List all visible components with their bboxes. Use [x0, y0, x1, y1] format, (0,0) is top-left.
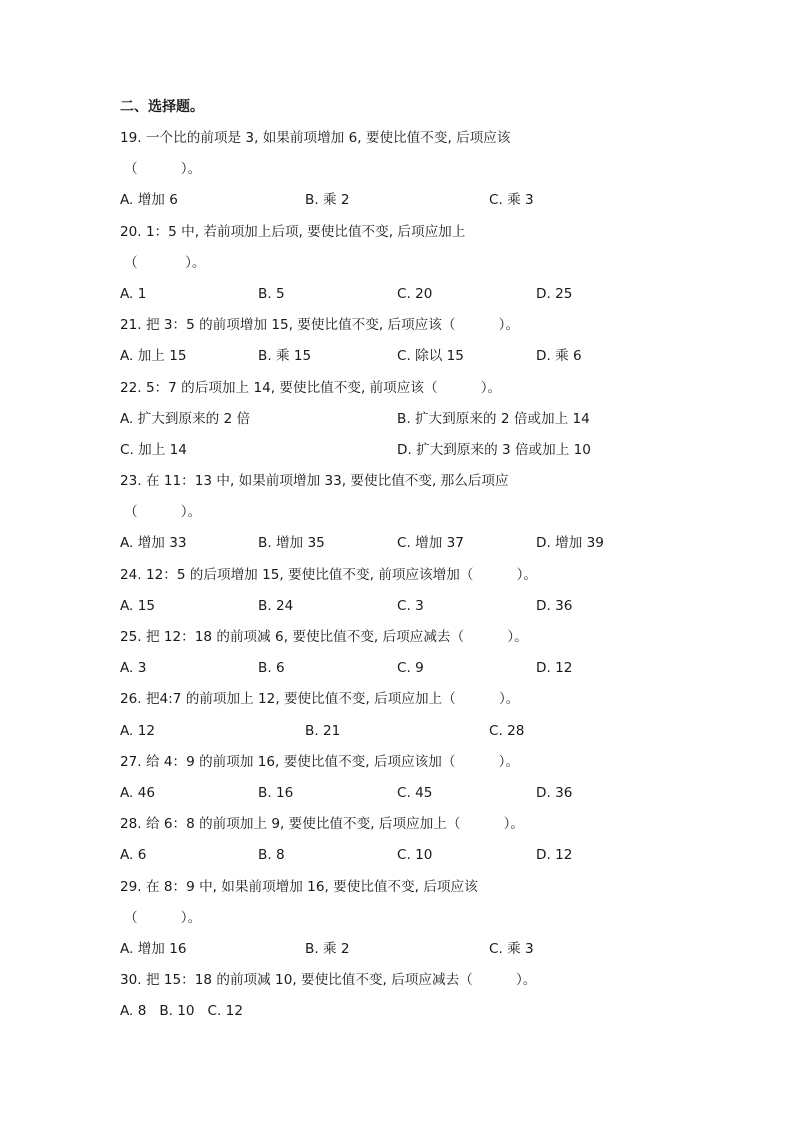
worksheet-page — [120, 92, 680, 1027]
option-d[interactable]: D. 扩大到原来的 3 倍或加上 10 — [397, 441, 591, 458]
option-d[interactable]: D. 乘 6 — [536, 348, 582, 365]
options-row — [120, 185, 680, 216]
question-text: 25. 把 12：18 的前项减 6, 要使比值不变, 后项应减去（ ）。 — [120, 629, 528, 645]
option-b[interactable]: B. 乘 2 — [305, 940, 350, 957]
option-c[interactable]: C. 除以 15 — [397, 348, 464, 365]
option-b[interactable]: B. 乘 2 — [305, 192, 350, 209]
option-b[interactable]: B. 8 — [258, 847, 285, 864]
question-22 — [120, 373, 680, 467]
option-b[interactable]: B. 21 — [305, 722, 341, 739]
question-text: 29. 在 8：9 中, 如果前项增加 16, 要使比值不变, 后项应该 — [120, 878, 478, 895]
option-b[interactable]: B. 扩大到原来的 2 倍或加上 14 — [397, 410, 590, 427]
options-row — [120, 404, 680, 435]
option-c[interactable]: C. 28 — [489, 722, 525, 739]
question-27 — [120, 747, 680, 809]
question-text: 23. 在 11：13 中, 如果前项增加 33, 要使比值不变, 那么后项应 — [120, 473, 509, 490]
option-a[interactable]: A. 增加 16 — [120, 940, 187, 957]
question-28 — [120, 809, 680, 871]
options-row — [120, 341, 680, 372]
question-26 — [120, 684, 680, 746]
option-d[interactable]: D. 25 — [536, 285, 573, 302]
options-row — [120, 528, 680, 559]
options-inline[interactable]: A. 8 B. 10 C. 12 — [120, 1003, 243, 1020]
options-row — [120, 279, 680, 310]
question-text: 20. 1：5 中, 若前项加上后项, 要使比值不变, 后项应加上 — [120, 223, 466, 240]
question-text: 30. 把 15：18 的前项减 10, 要使比值不变, 后项应减去（ ）。 — [120, 972, 537, 989]
options-row — [120, 934, 680, 965]
option-c[interactable]: C. 乘 3 — [489, 940, 534, 957]
option-b[interactable]: B. 5 — [258, 285, 285, 302]
options-row — [120, 591, 680, 622]
question-text: 19. 一个比的前项是 3, 如果前项增加 6, 要使比值不变, 后项应该 — [120, 130, 511, 146]
option-d[interactable]: D. 36 — [536, 597, 573, 614]
question-24 — [120, 560, 680, 622]
option-c[interactable]: C. 乘 3 — [489, 192, 534, 209]
option-a[interactable]: A. 扩大到原来的 2 倍 — [120, 410, 251, 427]
option-c[interactable]: C. 增加 37 — [397, 535, 464, 552]
options-row — [120, 840, 680, 871]
option-b[interactable]: B. 6 — [258, 660, 285, 677]
question-text: 28. 给 6：8 的前项加上 9, 要使比值不变, 后项应加上（ ）。 — [120, 816, 525, 833]
option-a[interactable]: A. 12 — [120, 722, 155, 739]
option-a[interactable]: A. 加上 15 — [120, 348, 187, 365]
options-row — [120, 778, 680, 809]
question-20 — [120, 217, 680, 311]
option-c[interactable]: C. 加上 14 — [120, 441, 187, 458]
question-text: 27. 给 4：9 的前项加 16, 要使比值不变, 后项应该加（ ）。 — [120, 753, 520, 770]
question-text: 22. 5：7 的后项加上 14, 要使比值不变, 前项应该（ ）。 — [120, 379, 502, 396]
option-d[interactable]: D. 增加 39 — [536, 535, 604, 552]
option-b[interactable]: B. 24 — [258, 597, 294, 614]
option-c[interactable]: C. 20 — [397, 285, 433, 302]
option-a[interactable]: A. 3 — [120, 660, 147, 677]
question-19 — [120, 123, 680, 217]
answer-blank: （ ）。 — [124, 909, 202, 926]
option-a[interactable]: A. 6 — [120, 847, 147, 864]
answer-blank: （ ）。 — [124, 161, 202, 178]
options-row — [120, 435, 680, 466]
question-text: 24. 12：5 的后项增加 15, 要使比值不变, 前项应该增加（ ）。 — [120, 566, 537, 583]
option-b[interactable]: B. 增加 35 — [258, 535, 325, 552]
option-a[interactable]: A. 增加 6 — [120, 192, 178, 209]
option-c[interactable]: C. 45 — [397, 784, 433, 801]
question-text: 21. 把 3：5 的前项增加 15, 要使比值不变, 后项应该（ ）。 — [120, 317, 520, 334]
question-25 — [120, 622, 680, 684]
option-a[interactable]: A. 46 — [120, 784, 155, 801]
question-21 — [120, 310, 680, 372]
option-a[interactable]: A. 增加 33 — [120, 535, 187, 552]
option-c[interactable]: C. 9 — [397, 660, 424, 677]
question-29 — [120, 872, 680, 966]
section-title: 二、选择题。 — [120, 99, 204, 115]
option-d[interactable]: D. 12 — [536, 660, 573, 677]
option-b[interactable]: B. 16 — [258, 784, 294, 801]
answer-blank: （ ）。 — [124, 254, 206, 271]
question-23 — [120, 466, 680, 560]
question-30 — [120, 965, 680, 1027]
option-c[interactable]: C. 10 — [397, 847, 433, 864]
question-text: 26. 把4:7 的前项加上 12, 要使比值不变, 后项应加上（ ）。 — [120, 691, 520, 708]
option-b[interactable]: B. 乘 15 — [258, 348, 312, 365]
option-d[interactable]: D. 36 — [536, 784, 573, 801]
options-row — [120, 653, 680, 684]
options-row — [120, 716, 680, 747]
answer-blank: （ ）。 — [124, 504, 202, 521]
option-a[interactable]: A. 1 — [120, 285, 147, 302]
option-d[interactable]: D. 12 — [536, 847, 573, 864]
option-a[interactable]: A. 15 — [120, 597, 155, 614]
option-c[interactable]: C. 3 — [397, 597, 424, 614]
